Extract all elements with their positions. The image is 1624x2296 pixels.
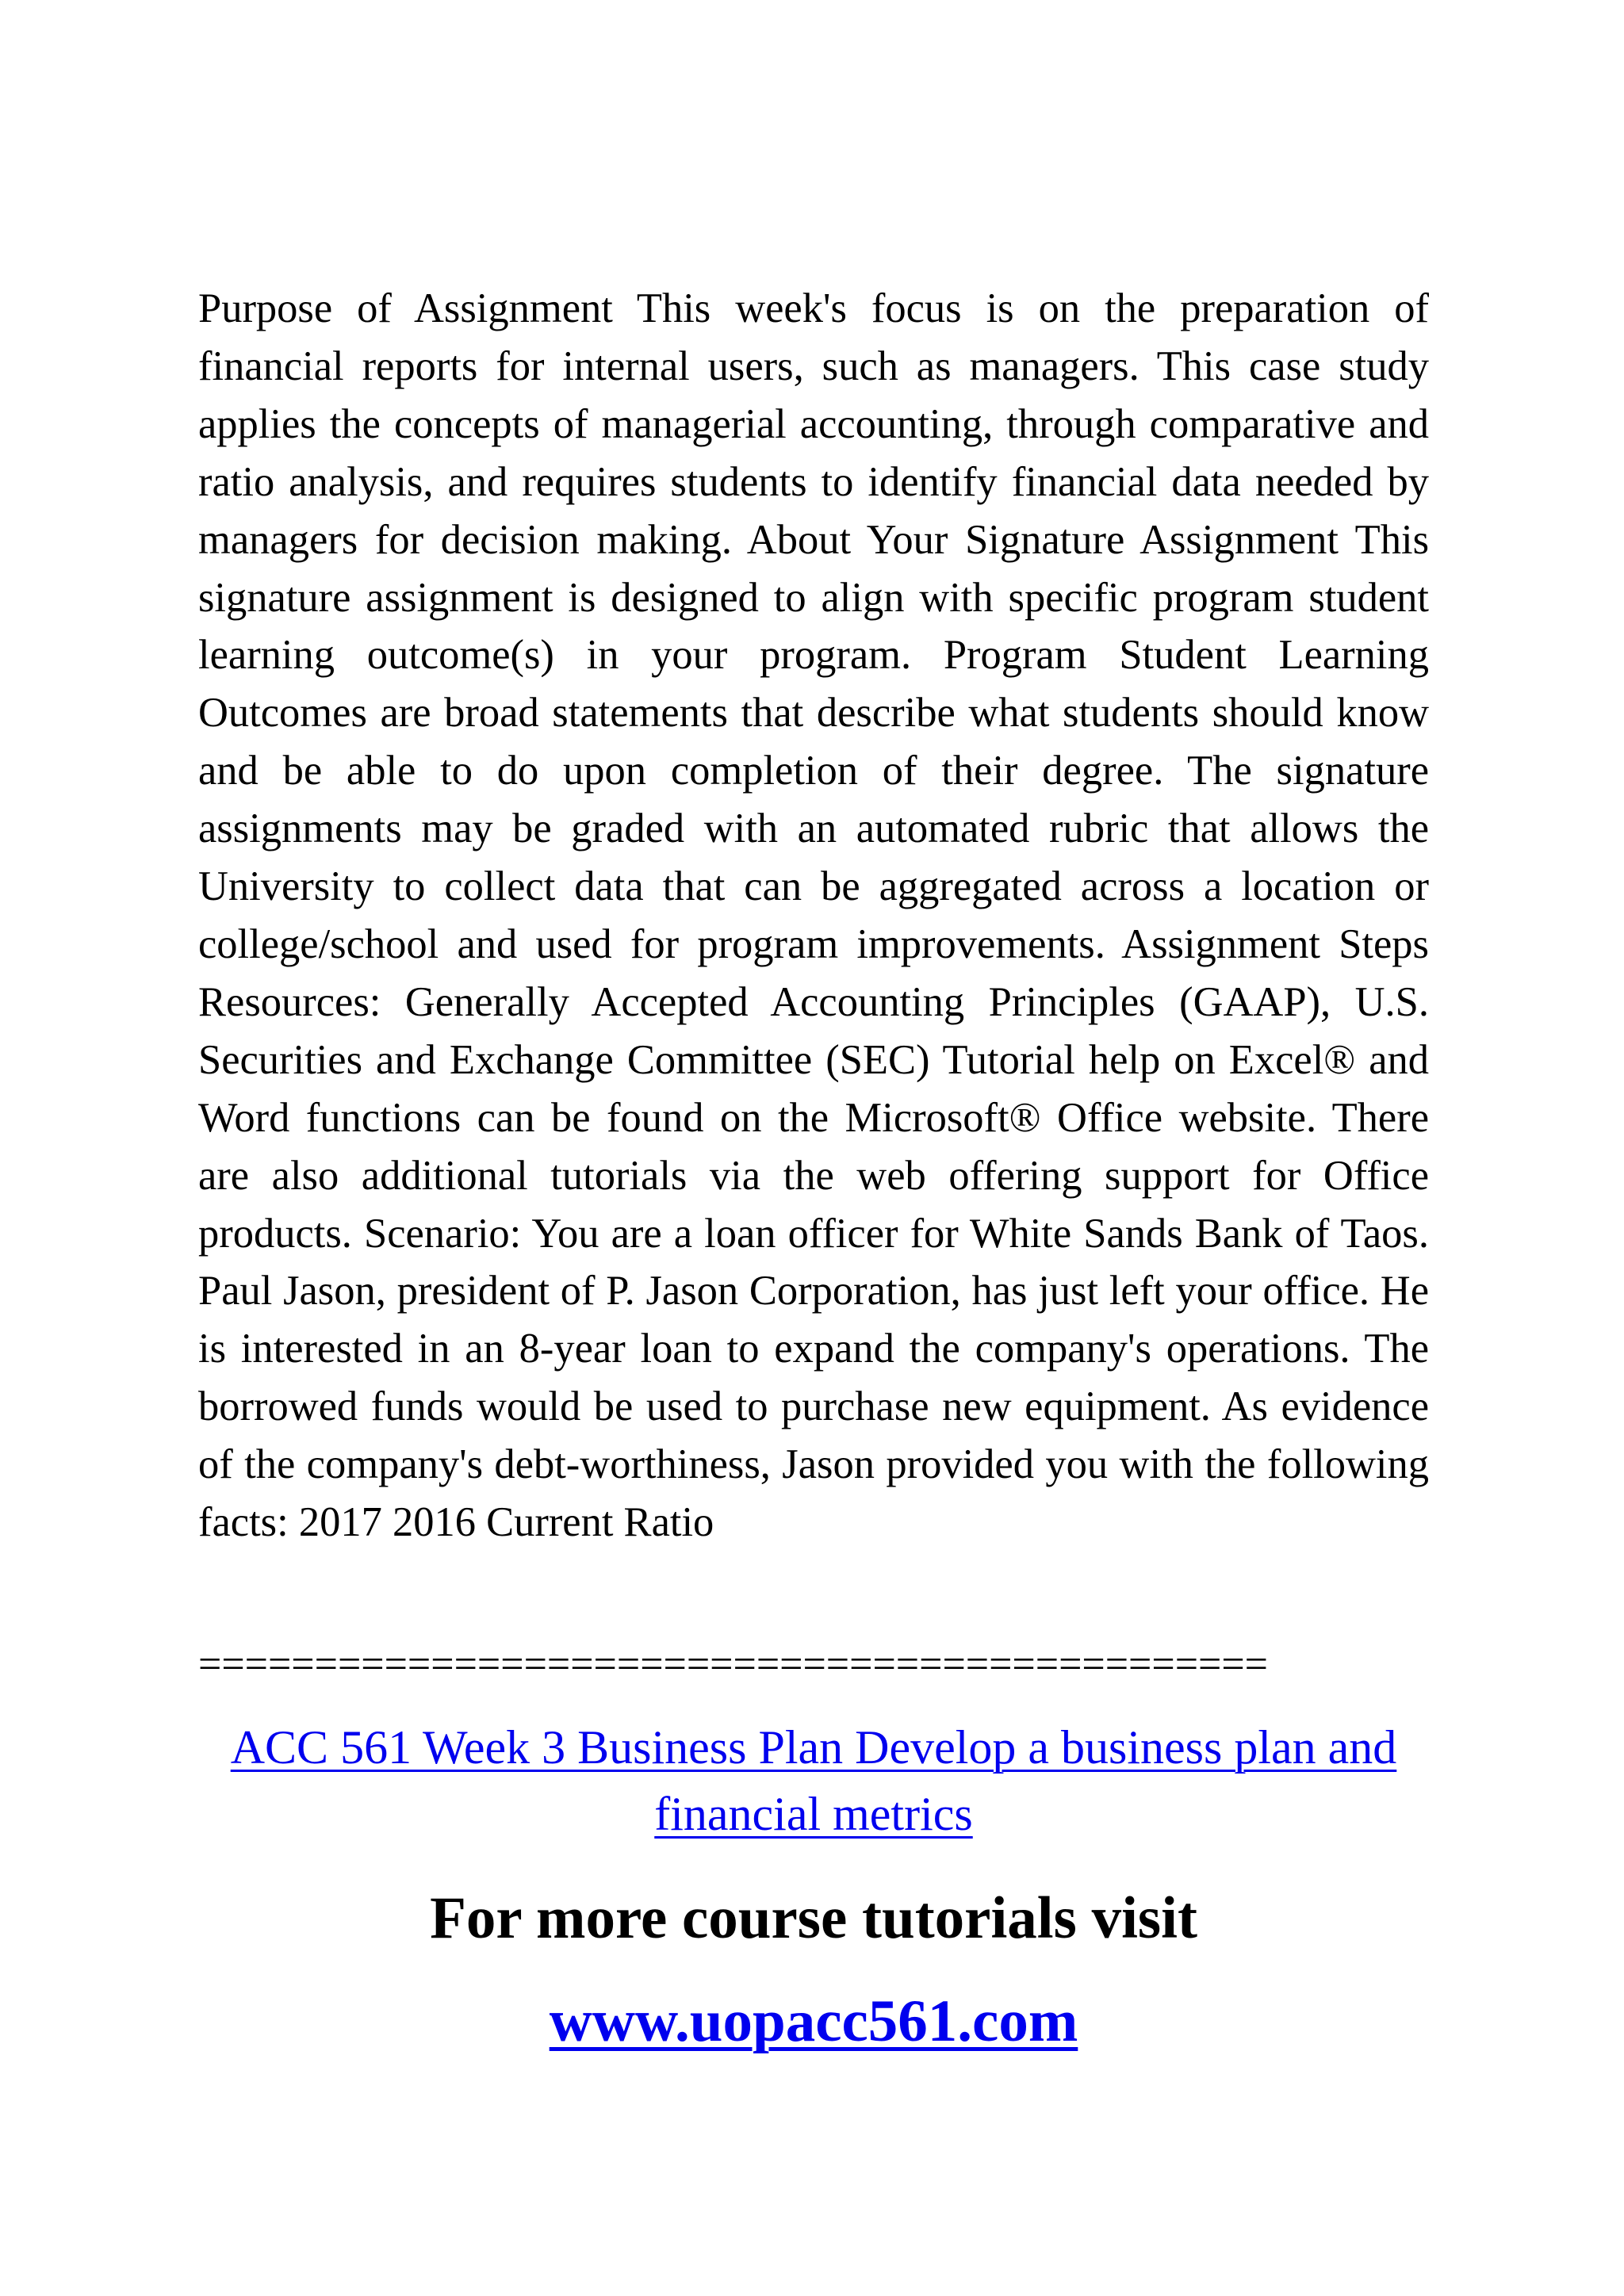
site-url-container <box>198 1982 1429 2061</box>
visit-heading-text: For more course tutorials visit <box>430 1885 1197 1951</box>
visit-heading <box>198 1879 1429 1958</box>
assignment-body-text: Purpose of Assignment This week's focus is on the preparation of financial reports for internal users, such as managers. This case study applies the concepts of managerial accounting, through comparative and ratio analysis, and requires students to identify financial data needed by managers for decision making. About Your Signature Assignment This signature assignment is designed to align with specific program student learning outcome(s) in your program. Program Student Learning Outcomes are broad statements that describe what students should know and be able to do upon completion of their degree. The signature assignments may be graded with an automated rubric that allows the University to collect data that can be aggregated across a location or college/school and used for program improvements. Assignment Steps Resources: Generally Accepted Accounting Principles (GAAP), U.S. Securities and Exchange Committee (SEC) Tutorial help on Excel® and Word functions can be found on the Microsoft® Office website. There are also additional tutorials via the web offering support for Office products. Scenario: You are a loan officer for White Sands Bank of Taos. Paul Jason, president of P. Jason Corporation, has just left your office. He is interested in an 8-year loan to expand the company's operations. The borrowed funds would be used to purchase new equipment. As evidence of the company's debt-worthiness, Jason provided you with the following facts: 2017 2016 Current Ratio <box>198 285 1429 1546</box>
related-link-container <box>198 1714 1429 1847</box>
site-url-link[interactable]: www.uopacc561.com <box>549 1988 1078 2054</box>
related-tutorial-link[interactable]: ACC 561 Week 3 Business Plan Develop a business plan and financial metrics <box>230 1721 1397 1840</box>
separator-line: ============================================== <box>198 1642 1269 1687</box>
